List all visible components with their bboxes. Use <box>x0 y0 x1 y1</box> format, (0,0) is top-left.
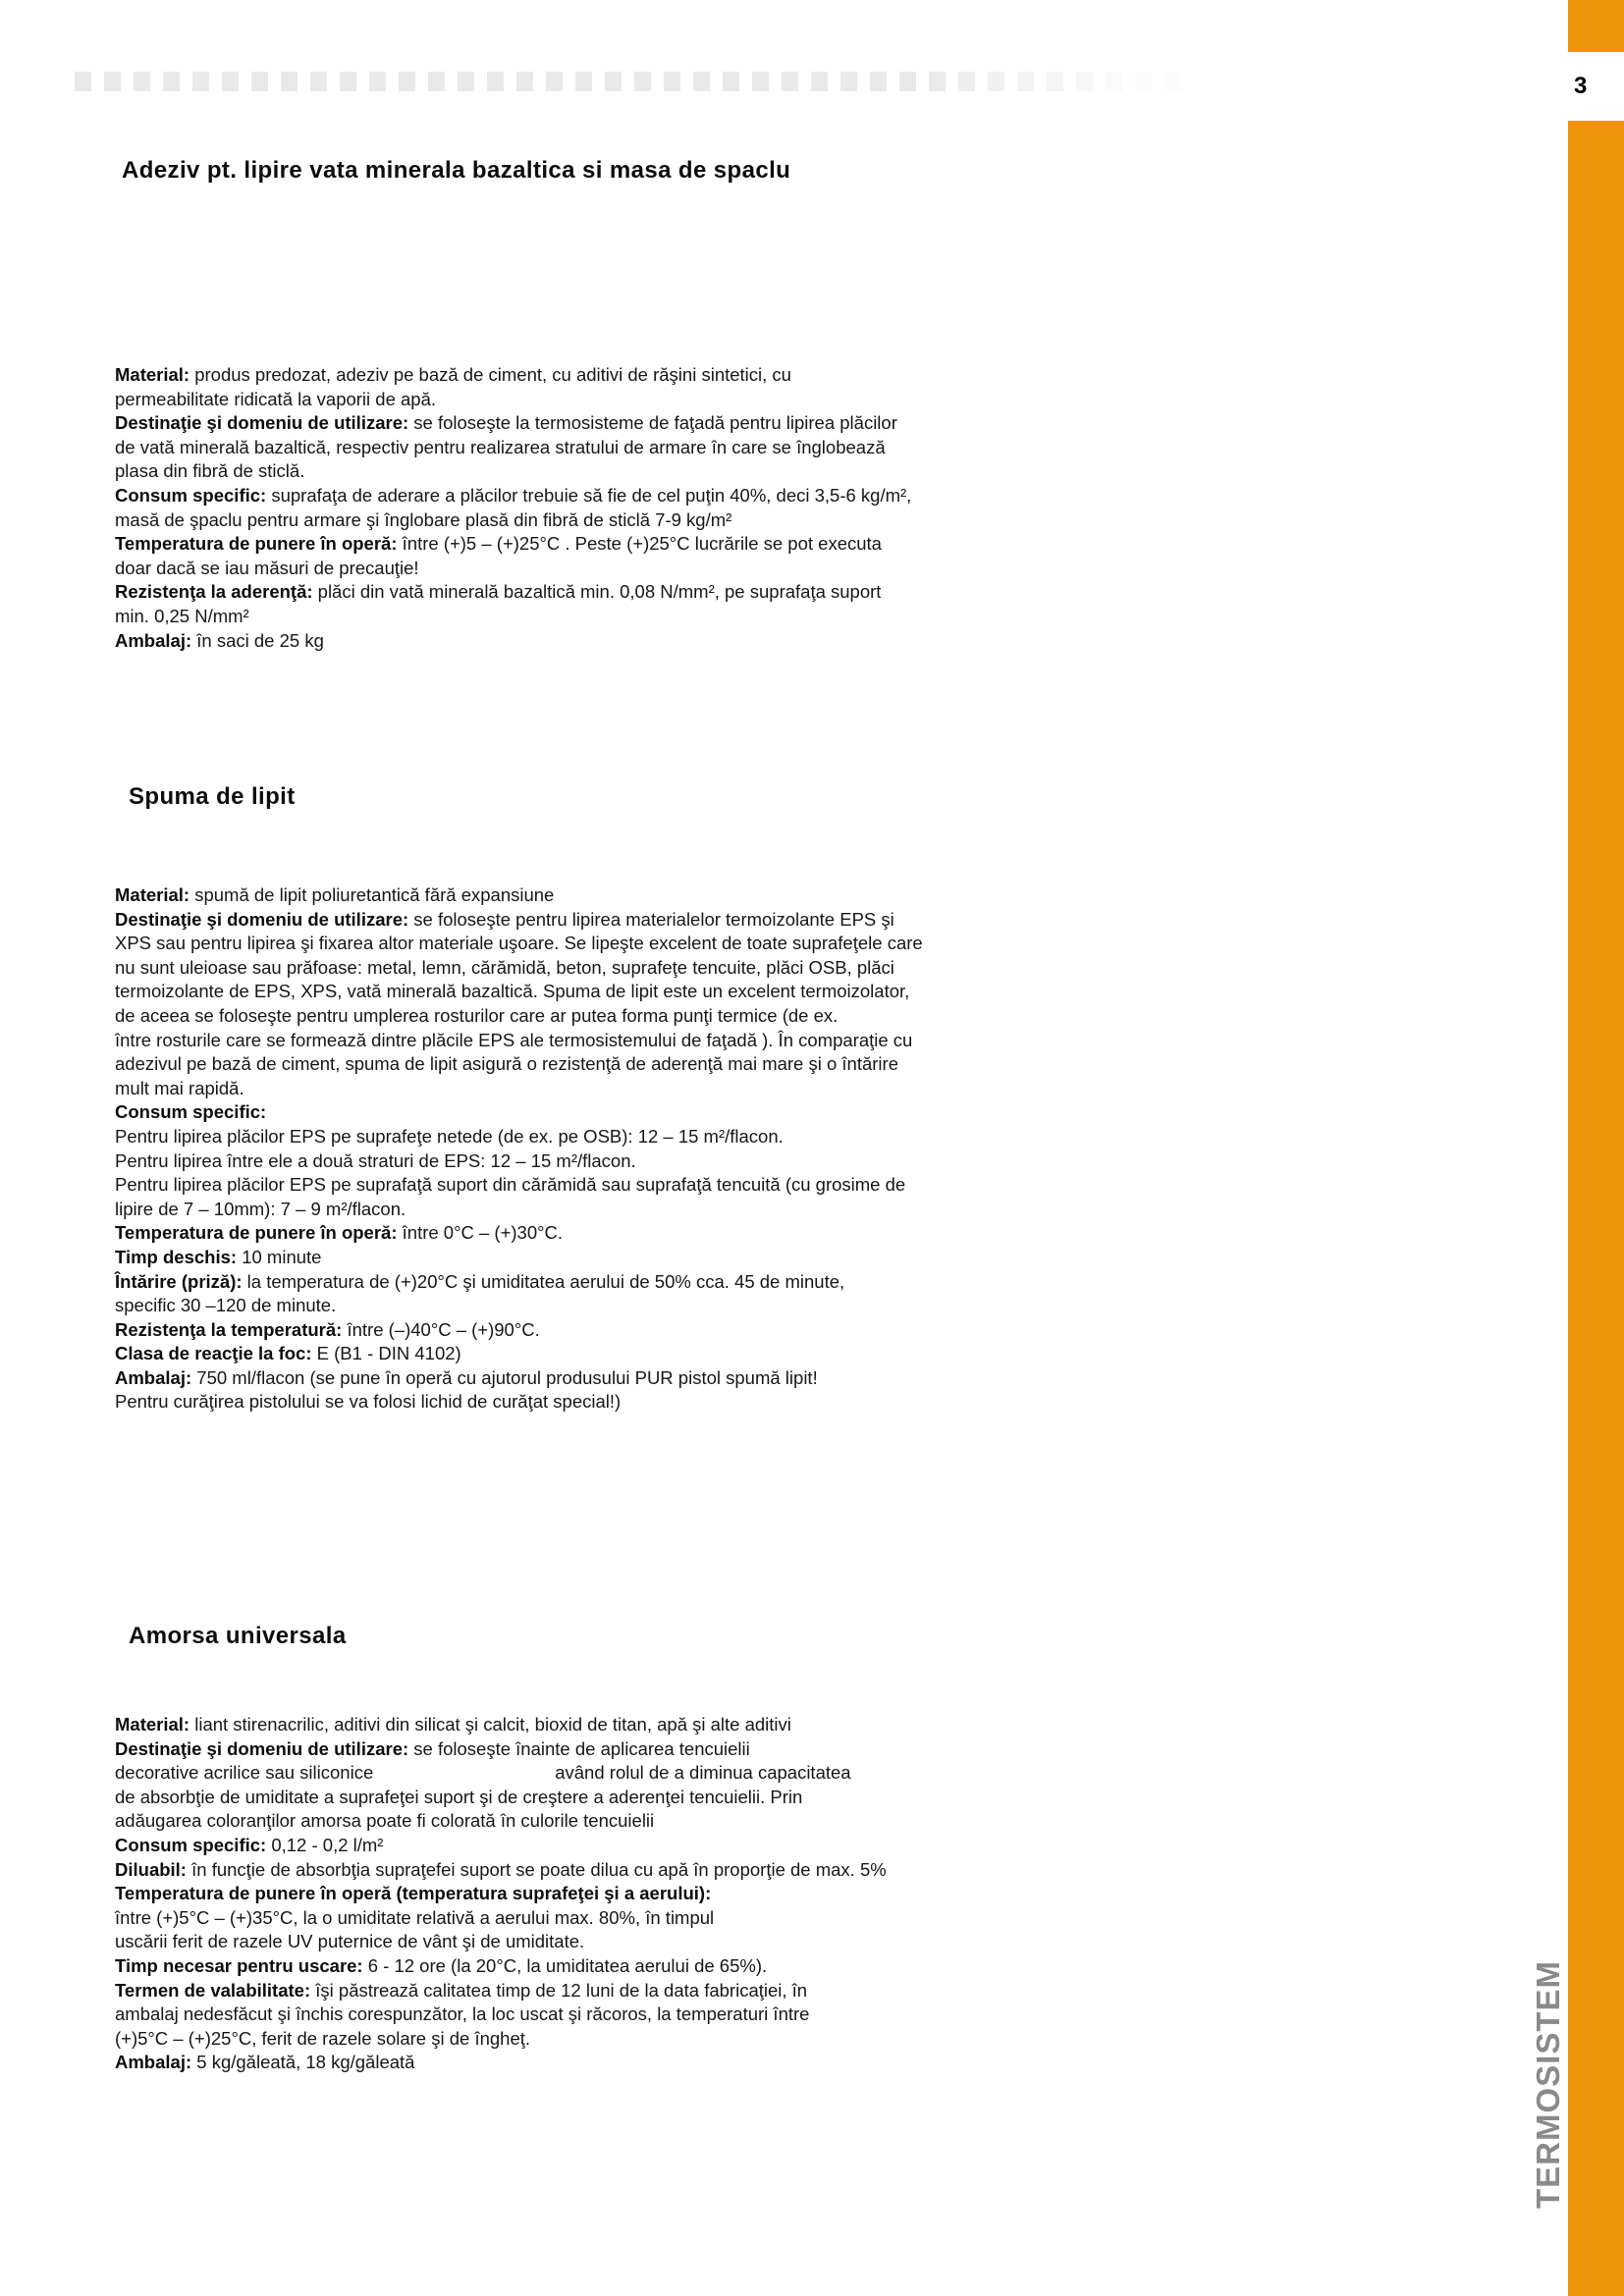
spec-text: de absorbţie de umiditate a suprafeţei suport şi de creştere a aderenţei tencuielii. Prin <box>115 1786 803 1807</box>
spec-key: Ambalaj: <box>115 1366 192 1388</box>
spec-text: termoizolante de EPS, XPS, vată minerală bazaltică. Spuma de lipit este un excelent termoizolator, <box>115 981 910 1002</box>
spec-text: E (B1 - DIN 4102) <box>311 1343 461 1364</box>
spec-key: Ambalaj: <box>115 2052 192 2073</box>
spec-key: Temperatura de punere în operă: <box>115 1222 398 1244</box>
spec-key: Destinaţie şi domeniu de utilizare: <box>115 1737 409 1759</box>
spec-text: de vată minerală bazaltică, respectiv pentru realizarea stratului de armare în care se înglobează <box>115 436 886 457</box>
square-marker <box>516 72 533 91</box>
section-body <box>115 1713 887 2075</box>
spec-text: plăci din vată minerală bazaltică min. 0,08 N/mm², pe suprafaţa suport <box>312 581 882 603</box>
spec-text: specific 30 –120 de minute. <box>115 1295 337 1316</box>
spec-line <box>115 2051 887 2075</box>
spec-text: uscării ferit de razele UV puternice de vânt şi de umiditate. <box>115 1931 585 1952</box>
spec-text: min. 0,25 N/mm² <box>115 605 249 626</box>
square-marker <box>723 72 739 91</box>
square-marker <box>428 72 445 91</box>
spec-text: în funcţie de absorbţia supraţefei suport se poate dilua cu apă în proporţie de max. 5% <box>186 1858 887 1880</box>
spec-text: între (+)5°C – (+)35°C, la o umiditate relativă a aerului max. 80%, în timpul <box>115 1906 715 1928</box>
side-vertical-label: TERMOSISTEM <box>1530 1959 1566 2209</box>
spec-key: Diluabil: <box>115 1858 187 1880</box>
spec-line <box>115 1246 923 1270</box>
spec-line <box>115 1149 923 1174</box>
spec-line <box>115 388 911 412</box>
spec-text: nu sunt uleioase sau prăfoase: metal, lemn, cărămidă, beton, suprafeţe tencuite, plăci OSB, plăci <box>115 956 894 978</box>
spec-text: mult mai rapidă. <box>115 1077 244 1098</box>
spec-text: spumă de lipit poliuretantică fără expansiune <box>189 884 555 905</box>
spec-text: în saci de 25 kg <box>191 629 324 651</box>
spec-text: la temperatura de (+)20°C şi umiditatea aerului de 50% cca. 45 de minute, <box>242 1270 845 1292</box>
spec-key: Rezistenţa la temperatură: <box>115 1318 343 1340</box>
spec-text: între rosturile care se formează dintre plăcile EPS ale termosistemului de faţadă ). În comparaţie cu <box>115 1029 913 1050</box>
spec-line <box>115 1809 887 1834</box>
spec-line <box>115 605 911 629</box>
spec-text: adăugarea coloranţilor amorsa poate fi colorată în culorile tencuielii <box>115 1810 655 1832</box>
square-marker <box>192 72 209 91</box>
spec-line <box>115 557 911 581</box>
spec-text: se foloseşte pentru lipirea materialelor termoizolante EPS şi <box>408 908 894 930</box>
spec-line <box>115 459 911 484</box>
spec-line <box>115 908 923 933</box>
spec-key: Rezistenţa la aderenţă: <box>115 581 313 603</box>
square-marker <box>458 72 474 91</box>
spec-line <box>115 1125 923 1149</box>
spec-text: între 0°C – (+)30°C. <box>397 1222 564 1244</box>
square-marker <box>840 72 857 91</box>
spec-line <box>115 532 911 557</box>
square-marker <box>75 72 91 91</box>
side-accent-band <box>1568 121 1624 2296</box>
spec-text: se foloseşte înainte de aplicarea tencuielii <box>408 1737 750 1759</box>
section-heading: Spuma de lipit <box>129 783 296 810</box>
spec-key: Destinaţie şi domeniu de utilizare: <box>115 412 409 434</box>
spec-line <box>115 1858 887 1883</box>
spec-text: suprafaţa de aderare a plăcilor trebuie să fie de cel puţin 40%, deci 3,5-6 kg/m², <box>266 484 912 506</box>
spec-line <box>115 1786 887 1810</box>
spec-line <box>115 1906 887 1931</box>
spec-line <box>115 932 923 956</box>
section-heading: Adeziv pt. lipire vata minerala bazaltica si masa de spaclu <box>122 157 791 184</box>
spec-key: Material: <box>115 884 190 905</box>
spec-text: 6 - 12 ore (la 20°C, la umiditatea aerului de 65%). <box>362 1954 768 1976</box>
spec-text: ambalaj nedesfăcut şi închis corespunzător, la loc uscat şi răcoros, la temperaturi între <box>115 2003 810 2025</box>
square-marker <box>693 72 710 91</box>
square-marker <box>575 72 592 91</box>
spec-text: se foloseşte la termosisteme de faţadă pentru lipirea plăcilor <box>408 412 897 434</box>
spec-line <box>115 1270 923 1295</box>
spec-key: Temperatura de punere în operă: <box>115 533 398 555</box>
square-marker <box>605 72 622 91</box>
spec-text: 10 minute <box>237 1246 322 1267</box>
spec-key: Timp necesar pentru uscare: <box>115 1954 363 1976</box>
spec-line <box>115 1954 887 1979</box>
spec-line <box>115 484 911 508</box>
square-marker <box>163 72 180 91</box>
spec-key: Material: <box>115 1714 190 1735</box>
square-marker <box>222 72 239 91</box>
spec-key: Consum specific: <box>115 1834 267 1855</box>
spec-line <box>115 363 911 388</box>
square-marker <box>399 72 415 91</box>
spec-line <box>115 1198 923 1222</box>
square-marker <box>782 72 798 91</box>
spec-line <box>115 883 923 908</box>
spec-line <box>115 436 911 460</box>
spec-key: Destinaţie şi domeniu de utilizare: <box>115 908 409 930</box>
spec-text: (+)5°C – (+)25°C, ferit de razele solare şi de îngheţ. <box>115 2027 531 2049</box>
spec-text: Pentru lipirea plăcilor EPS pe suprafeţe netede (de ex. pe OSB): 12 – 15 m²/flacon. <box>115 1125 784 1147</box>
section-body <box>115 363 911 653</box>
spec-text: îşi păstrează calitatea timp de 12 luni de la data fabricaţiei, în <box>310 1979 808 2001</box>
spec-line <box>115 1294 923 1318</box>
spec-line <box>115 1318 923 1343</box>
square-marker <box>752 72 769 91</box>
spec-text: 0,12 - 0,2 l/m² <box>266 1834 384 1855</box>
square-marker <box>929 72 946 91</box>
square-marker <box>369 72 386 91</box>
spec-line <box>115 1713 887 1737</box>
spec-line <box>115 508 911 533</box>
spec-key: Clasa de reacţie la foc: <box>115 1343 312 1364</box>
spec-line <box>115 1029 923 1053</box>
spec-line <box>115 1077 923 1101</box>
square-marker <box>1164 72 1181 91</box>
square-marker <box>870 72 887 91</box>
square-marker <box>340 72 356 91</box>
spec-line <box>115 1737 887 1762</box>
spec-text: XPS sau pentru lipirea şi fixarea altor materiale uşoare. Se lipeşte excelent de toate suprafeţele care <box>115 933 923 954</box>
spec-text: între (+)5 – (+)25°C . Peste (+)25°C lucrările se pot executa <box>397 533 882 555</box>
square-marker <box>664 72 680 91</box>
decorative-squares <box>75 72 1181 91</box>
spec-text: de aceea se foloseşte pentru umplerea rosturilor care ar putea forma punţi termice (de ex. <box>115 1004 839 1026</box>
spec-line <box>115 1930 887 1954</box>
section-body <box>115 883 923 1415</box>
spec-text: produs predozat, adeziv pe bază de ciment, cu aditivi de răşini sintetici, cu <box>189 364 791 385</box>
square-marker <box>310 72 327 91</box>
spec-key: Temperatura de punere în operă (temperatura suprafeţei şi a aerului): <box>115 1883 712 1904</box>
spec-text: 750 ml/flacon (se pune în operă cu ajutorul produsului PUR pistol spumă lipit! <box>191 1366 818 1388</box>
spec-text: Pentru curăţirea pistolului se va folosi lichid de curăţat special!) <box>115 1391 622 1413</box>
square-marker <box>546 72 563 91</box>
spec-text: având rolul de a diminua capacitatea <box>555 1762 851 1784</box>
spec-key: Termen de valabilitate: <box>115 1979 311 2001</box>
spec-text: 5 kg/găleată, 18 kg/găleată <box>191 2052 415 2073</box>
spec-text: Pentru lipirea între ele a două straturi de EPS: 12 – 15 m²/flacon. <box>115 1149 636 1171</box>
square-marker <box>899 72 916 91</box>
spec-line <box>115 1834 887 1858</box>
spec-line <box>115 1052 923 1077</box>
spec-text: lipire de 7 – 10mm): 7 – 9 m²/flacon. <box>115 1198 406 1219</box>
spec-text: între (–)40°C – (+)90°C. <box>342 1318 540 1340</box>
spec-line <box>115 2027 887 2052</box>
square-marker <box>134 72 150 91</box>
square-marker <box>251 72 268 91</box>
spec-line <box>115 1979 887 2003</box>
spec-text: doar dacă se iau măsuri de precauţie! <box>115 557 419 578</box>
spec-key: Material: <box>115 364 190 385</box>
spec-text: permeabilitate ridicată la vaporii de apă. <box>115 388 437 409</box>
spec-key: Timp deschis: <box>115 1246 238 1267</box>
spec-line <box>115 1173 923 1198</box>
spec-line <box>115 1366 923 1391</box>
square-marker <box>1135 72 1152 91</box>
square-marker <box>811 72 828 91</box>
square-marker <box>634 72 651 91</box>
spec-line <box>115 980 923 1004</box>
square-marker <box>1076 72 1093 91</box>
spec-line <box>115 1342 923 1366</box>
spec-line <box>115 629 911 654</box>
spec-text: decorative acrilice sau siliconice <box>115 1762 374 1784</box>
spec-line <box>115 1882 887 1906</box>
spec-text: liant stirenacrilic, aditivi din silicat şi calcit, bioxid de titan, apă şi alte aditivi <box>189 1714 791 1735</box>
page-number: 3 <box>1574 73 1588 99</box>
spec-line <box>115 1390 923 1415</box>
square-marker <box>1106 72 1122 91</box>
spec-key: Ambalaj: <box>115 629 192 651</box>
spec-key: Întărire (priză): <box>115 1270 243 1292</box>
spec-line <box>115 411 911 436</box>
square-marker <box>958 72 975 91</box>
square-marker <box>1017 72 1034 91</box>
spec-line <box>115 1761 887 1786</box>
spec-text: masă de şpaclu pentru armare şi înglobare plasă din fibră de sticlă 7-9 kg/m² <box>115 508 732 530</box>
spec-line <box>115 1004 923 1029</box>
spec-line <box>115 1221 923 1246</box>
side-accent-band-top <box>1568 0 1624 52</box>
page-number-notch <box>1568 52 1624 121</box>
spec-line <box>115 956 923 981</box>
spec-text: adezivul pe bază de ciment, spuma de lipit asigură o rezistenţă de aderenţă mai mare şi o întărire <box>115 1053 898 1075</box>
square-marker <box>988 72 1004 91</box>
spec-key: Consum specific: <box>115 484 267 506</box>
square-marker <box>487 72 504 91</box>
spec-line <box>115 2002 887 2027</box>
spec-line <box>115 580 911 605</box>
spec-text: Pentru lipirea plăcilor EPS pe suprafaţă suport din cărămidă sau suprafaţă tencuită (cu grosime de <box>115 1174 906 1196</box>
spec-text: plasa din fibră de sticlă. <box>115 460 305 482</box>
square-marker <box>1047 72 1063 91</box>
square-marker <box>104 72 121 91</box>
section-heading: Amorsa universala <box>129 1623 347 1649</box>
spec-key: Consum specific: <box>115 1101 267 1123</box>
square-marker <box>281 72 298 91</box>
spec-line <box>115 1100 923 1125</box>
